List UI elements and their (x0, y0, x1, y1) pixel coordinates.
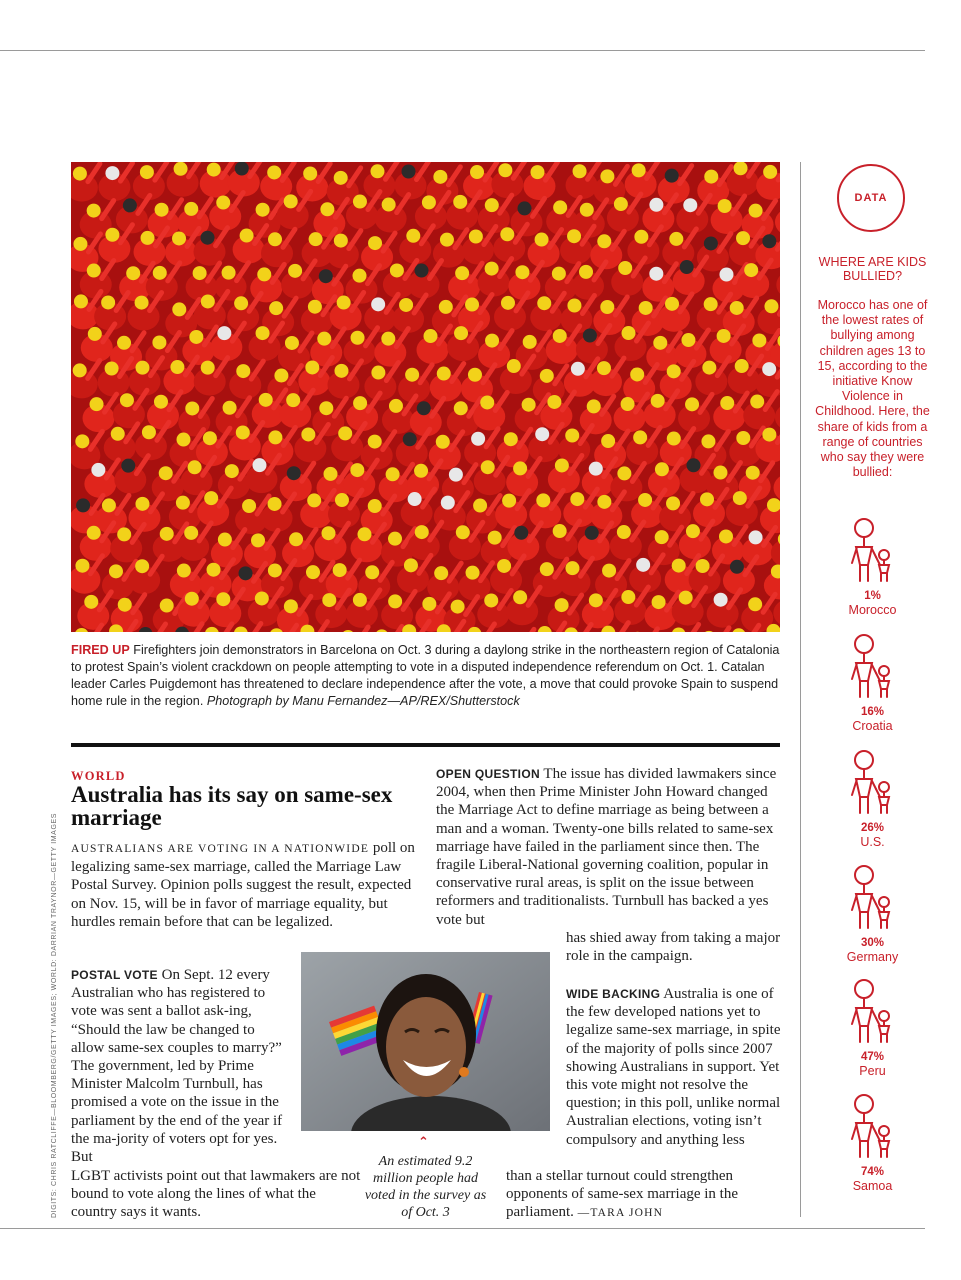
stat-country: Croatia (852, 719, 893, 733)
postal-vote-paragraph (71, 966, 291, 1166)
stat-country: Germany (846, 950, 899, 964)
sidebar-title: WHERE ARE KIDS BULLIED? (818, 255, 927, 283)
sidebar-divider (800, 162, 801, 1217)
stat-percent: 1% (864, 590, 881, 602)
data-badge-label: DATA (854, 192, 888, 204)
postal-vote-text: On Sept. 12 every Australian who has registered to vote was sent a ballot ask-ing, “Should the law be changed to allow same-sex couples to marry?” The government, led by Prime Minister Malcolm Turnbull, has promised a vote on the issue in the parliament by the end of the year if the ma-jority of voters opt for yes. But (71, 967, 283, 1166)
stat-country: Morocco (848, 603, 897, 617)
open-question-runin: OPEN QUESTION (436, 767, 540, 781)
bottom-rule (0, 1228, 925, 1229)
photo-credit: Photograph by Manu Fernandez—AP/REX/Shutterstock (206, 694, 520, 708)
lead-smallcaps: AUSTRALIANS ARE VOTING IN A NATIONWIDE (71, 843, 370, 855)
stat-percent: 30% (860, 937, 885, 949)
data-badge (837, 164, 905, 232)
open-question-paragraph (436, 765, 781, 929)
byline: —TARA JOHN (577, 1207, 664, 1220)
caret-up-icon: ⌃ (418, 1135, 429, 1150)
adult-child-icon (848, 864, 898, 932)
wide-backing-text-end: than a stellar turnout could strengthen opponents of same-sex marriage in the parliament. (506, 1168, 739, 1221)
article-headline: Australia has its say on same-sex marriage (71, 782, 393, 830)
open-question-paragraph-end: has shied away from taking a major role in the campaign. (566, 930, 781, 965)
inset-photo (301, 952, 550, 1131)
section-label: WORLD (71, 769, 126, 783)
stat-country: Peru (859, 1064, 886, 1078)
stat-country: Samoa (852, 1179, 893, 1193)
adult-child-icon (848, 633, 898, 701)
stat-samoa (822, 1093, 923, 1193)
adult-child-icon (848, 1093, 898, 1161)
photo-caption (71, 642, 780, 710)
stat-croatia (822, 633, 923, 733)
wide-backing-paragraph-end (506, 1167, 781, 1223)
stat-percent: 26% (860, 822, 885, 834)
crowd-illustration (71, 162, 780, 632)
smiling-woman-illustration (301, 952, 550, 1131)
caption-text: Firefighters join demonstrators in Barcelona on Oct. 3 during a daylong strike in the northeastern region of Catalonia to protest Spain’s violent crackdown on people attempting to vote in a disputed independence referendum on Oct. 1. Catalan leader Carles Puigdemont has threatened to declare independence after the vote, a move that could provoke Spain to suspend home rule in the region. (71, 643, 780, 708)
firefighters-photo (71, 162, 780, 632)
stat-peru (822, 978, 923, 1078)
stat-country: U.S. (860, 835, 885, 849)
stat-germany (822, 864, 923, 964)
lead-text: poll on legalizing same-sex marriage, called the Marriage Law Postal Survey. Opinion polls suggest the result, expected on Nov. 15, will be in favor of marriage equality, but hurdles remain before that can be legalized. (71, 840, 415, 930)
open-question-text: The issue has divided lawmakers since 2004, when then Prime Minister John Howard changed the Marriage Act to define marriage as being between a man and a woman. Twenty-one bills related to same-sex marriage have failed in the parliament since then. The fragile Liberal-National governing coalition, popular in conservative rural areas, is split on the issue between reformers and traditionalists. Turnbull has backed a yes vote but (436, 766, 777, 928)
adult-child-icon (848, 978, 898, 1046)
wide-backing-runin: WIDE BACKING (566, 987, 661, 1001)
stat-percent: 74% (860, 1166, 885, 1178)
top-rule (0, 50, 925, 51)
wide-backing-paragraph (566, 985, 781, 1149)
inset-caption: An estimated 9.2 million people had voted in the survey as of Oct. 3 (364, 1154, 487, 1220)
article-lead (71, 839, 416, 931)
image-credits: DIGITS: CHRIS RATCLIFFE—BLOOMBERG/GETTY IMAGES; WORLD: DARRIAN TRAYNOR—GETTY IMAGES (51, 812, 58, 1218)
wide-backing-text: Australia is one of the few developed nations yet to legalize same-sex marriage, in spite of the majority of polls since 2007 showing Australians in support. Yet this vote might not resolve the question; in this poll, unlike normal Australian elections, voting isn’t compulsory and anything less (566, 986, 781, 1148)
caption-kicker: FIRED UP (71, 643, 130, 657)
adult-child-icon (848, 517, 898, 585)
section-divider (71, 743, 780, 747)
stat-percent: 16% (860, 706, 885, 718)
stat-morocco (822, 517, 923, 617)
sidebar-intro: Morocco has one of the lowest rates of bullying among children ages 13 to 15, according to the initiative Know Violence in Childhood. Here, the share of kids from a range of countries who say they were bullied: (815, 298, 930, 480)
postal-vote-paragraph-end: LGBT activists point out that lawmakers are not bound to vote along the lines of what the country says it wants. (71, 1168, 361, 1221)
postal-vote-runin: POSTAL VOTE (71, 968, 158, 982)
stat-us (822, 749, 923, 849)
stat-percent: 47% (860, 1051, 885, 1063)
adult-child-icon (848, 749, 898, 817)
